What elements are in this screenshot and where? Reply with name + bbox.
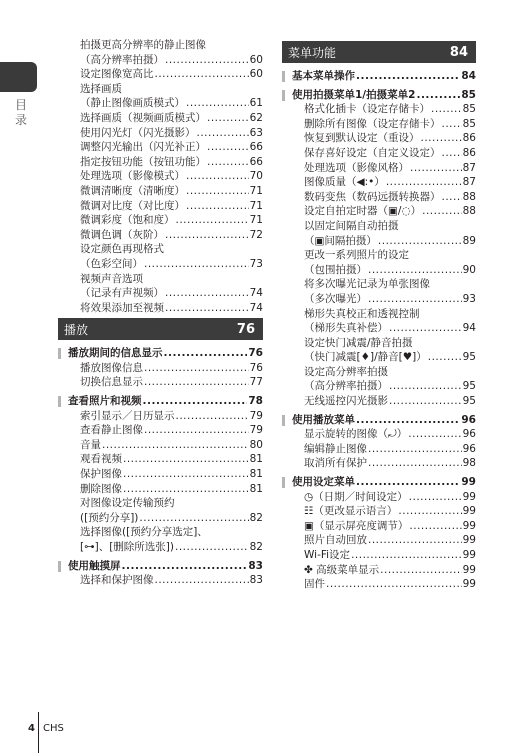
toc-entry[interactable] xyxy=(58,301,263,316)
toc-entry-title: 固件 xyxy=(304,578,325,591)
toc-page-number: 85 xyxy=(462,103,476,116)
dot-leader xyxy=(144,257,249,272)
toc-entry[interactable] xyxy=(282,131,476,146)
toc-entry-title: [⊶]、[删除所选张]) xyxy=(80,541,174,553)
dot-leader xyxy=(356,413,460,428)
toc-section[interactable] xyxy=(282,475,476,490)
toc-page-number: 95 xyxy=(462,351,476,364)
toc-entry-title: ◷（日期／时间设定） xyxy=(304,490,408,503)
toc-page-number: 70 xyxy=(249,170,263,183)
toc-page-number: 99 xyxy=(462,549,476,561)
dot-leader xyxy=(176,213,249,228)
toc-entry[interactable] xyxy=(58,452,263,467)
toc-page-number: 73 xyxy=(249,257,263,270)
dot-leader xyxy=(175,540,249,555)
toc-entry[interactable] xyxy=(282,504,476,519)
toc-entry-title-line: 选择图像([预约分享选定]、 xyxy=(80,526,208,539)
toc-entry[interactable] xyxy=(282,427,476,442)
toc-entry-title: （梯形失真补偿） xyxy=(304,322,388,335)
dot-leader xyxy=(389,321,462,336)
toc-page-number: 79 xyxy=(249,424,263,437)
dot-leader xyxy=(442,146,462,161)
dot-leader xyxy=(155,67,249,82)
dot-leader xyxy=(416,88,460,103)
toc-entry[interactable] xyxy=(58,573,263,588)
chapter-heading[interactable] xyxy=(282,41,476,63)
dot-leader xyxy=(165,228,249,243)
toc-entry-title: 微调彩度（饱和度） xyxy=(80,214,175,227)
dot-leader xyxy=(186,169,249,184)
toc-entry-title: 索引显示／日历显示 xyxy=(80,409,175,422)
toc-page-number: 83 xyxy=(248,559,263,572)
toc-entry[interactable] xyxy=(58,375,263,390)
toc-page-number: 82 xyxy=(249,541,263,553)
dot-leader xyxy=(398,504,461,519)
toc-entry[interactable] xyxy=(282,563,476,578)
footer-divider xyxy=(38,712,39,753)
dot-leader xyxy=(421,131,462,146)
toc-entry[interactable] xyxy=(58,228,263,243)
toc-entry[interactable] xyxy=(58,140,263,155)
toc-entry[interactable] xyxy=(58,438,263,453)
toc-entry-title: 恢复到默认设定（重设） xyxy=(304,132,420,145)
toc-entry[interactable] xyxy=(58,38,263,67)
toc-page-number: 99 xyxy=(462,534,476,547)
toc-entry[interactable] xyxy=(58,169,263,184)
toc-entry-title: （快门减震[♦]/静音[♥]） xyxy=(304,351,427,364)
toc-page-number: 98 xyxy=(462,457,476,470)
dot-leader xyxy=(176,409,249,424)
toc-entry-title: （包围拍摄） xyxy=(304,263,367,276)
toc-entry[interactable] xyxy=(282,336,476,365)
dot-leader xyxy=(326,577,462,592)
dot-leader xyxy=(139,511,248,526)
toc-page-number: 62 xyxy=(249,111,263,124)
toc-right-column xyxy=(282,38,476,592)
dot-leader xyxy=(431,102,462,117)
toc-entry-title: 基本菜单操作 xyxy=(292,70,355,82)
chapter-title: 播放 xyxy=(64,322,89,337)
dot-leader xyxy=(410,161,462,176)
dot-leader xyxy=(207,111,249,126)
toc-entry-title: 播放图像信息 xyxy=(80,361,143,374)
toc-page-number: 71 xyxy=(249,214,263,227)
toc-entry[interactable] xyxy=(282,277,476,306)
toc-page-number: 86 xyxy=(462,132,476,145)
toc-entry[interactable] xyxy=(282,219,476,248)
toc-page-number: 85 xyxy=(461,88,476,101)
toc-entry-title-line: 对图像设定传输预约 xyxy=(80,497,175,510)
section-tab-marker xyxy=(0,62,37,92)
toc-page-number: 74 xyxy=(249,301,263,314)
toc-entry[interactable] xyxy=(282,248,476,277)
toc-entry-title: 将效果添加至视频 xyxy=(80,301,164,314)
toc-entry-title: 处理选项（影像风格） xyxy=(304,161,409,174)
dot-leader xyxy=(207,155,249,170)
toc-entry-title: 微调色调（灰阶） xyxy=(80,228,164,241)
toc-page-number: 93 xyxy=(462,292,476,305)
toc-entry-title: 选择和保护图像 xyxy=(80,574,154,587)
toc-entry[interactable] xyxy=(282,577,476,592)
toc-entry-title: （记录有声视频） xyxy=(80,287,164,300)
dot-leader xyxy=(144,361,249,376)
dot-leader xyxy=(356,69,460,84)
toc-side-label: 目录 xyxy=(14,98,27,127)
toc-page-number: 94 xyxy=(462,322,476,335)
toc-entry-title: （色彩空间） xyxy=(80,257,143,270)
dot-leader xyxy=(409,490,462,505)
dot-leader xyxy=(186,184,249,199)
toc-entry[interactable] xyxy=(282,307,476,336)
toc-entry-title: ✤ 高级菜单显示 xyxy=(304,563,380,576)
toc-page-number: 96 xyxy=(462,428,476,441)
toc-page-number: 88 xyxy=(462,205,476,218)
toc-entry[interactable] xyxy=(58,272,263,301)
toc-entry-title-line: 选择画质 xyxy=(80,82,122,95)
toc-entry-title: 音量 xyxy=(80,438,101,451)
toc-page-number: 96 xyxy=(462,442,476,455)
toc-entry[interactable] xyxy=(58,361,263,376)
toc-page-number: 60 xyxy=(249,53,263,66)
toc-entry-title: 处理选项（影像模式） xyxy=(80,170,185,183)
toc-entry-title: 编辑静止图像 xyxy=(304,442,367,455)
dot-leader xyxy=(442,190,462,205)
dot-leader xyxy=(165,301,249,316)
chapter-heading[interactable] xyxy=(58,318,263,340)
toc-page-number: 79 xyxy=(249,409,263,422)
toc-section[interactable] xyxy=(58,559,263,574)
dot-leader xyxy=(123,467,249,482)
toc-entry[interactable] xyxy=(58,82,263,111)
toc-entry-title: ([预约分享]) xyxy=(80,511,139,524)
toc-entry[interactable] xyxy=(58,111,263,126)
toc-entry-title: 查看照片和视频 xyxy=(68,395,142,408)
toc-entry-title: 使用播放菜单 xyxy=(292,413,355,426)
toc-page-number: 82 xyxy=(249,511,263,524)
dot-leader xyxy=(380,563,461,578)
toc-entry-title: ☷（更改显示语言） xyxy=(304,505,398,518)
toc-page-number: 99 xyxy=(461,476,476,489)
toc-section[interactable] xyxy=(282,413,476,428)
toc-entry-title: 设定自拍定时器（▣/◌） xyxy=(304,205,422,218)
toc-entry[interactable] xyxy=(282,146,476,161)
toc-page-number: 89 xyxy=(462,234,476,247)
toc-entry-title: （高分辨率拍摄） xyxy=(304,380,388,393)
toc-entry-title: 删除图像 xyxy=(80,482,122,495)
toc-page-number: 95 xyxy=(462,395,476,408)
toc-entry[interactable] xyxy=(282,175,476,190)
toc-entry-title-line: 拍摄更高分辨率的静止图像 xyxy=(80,39,206,51)
dot-leader xyxy=(186,199,249,214)
toc-entry[interactable] xyxy=(282,490,476,505)
dot-leader xyxy=(386,175,462,190)
dot-leader xyxy=(422,204,462,219)
toc-section[interactable] xyxy=(282,88,476,103)
dot-leader xyxy=(368,533,462,548)
toc-page-number: 81 xyxy=(249,453,263,466)
toc-page-number: 74 xyxy=(249,287,263,300)
dot-leader xyxy=(186,96,249,111)
toc-left-column xyxy=(58,38,263,588)
toc-entry-title: 切换信息显示 xyxy=(80,376,143,389)
dot-leader xyxy=(155,573,249,588)
toc-section[interactable] xyxy=(58,394,263,409)
toc-page-number: 60 xyxy=(249,68,263,81)
toc-page-number: 71 xyxy=(249,184,263,197)
toc-entry-title: 取消所有保护 xyxy=(304,457,367,470)
toc-page-number: 76 xyxy=(248,347,263,360)
toc-entry[interactable] xyxy=(282,548,476,563)
toc-entry-title: ▣（显示屏亮度调节） xyxy=(304,519,409,532)
chapter-page-number: 76 xyxy=(236,321,255,337)
toc-entry-title-line: 设定颜色再现格式 xyxy=(80,243,164,256)
toc-entry-title: 播放期间的信息显示 xyxy=(68,347,163,360)
toc-page-number: 81 xyxy=(249,468,263,481)
toc-entry-title: 设定图像宽高比 xyxy=(80,68,154,81)
dot-leader xyxy=(409,519,461,534)
toc-page-number: 66 xyxy=(249,155,263,168)
toc-page-number: 83 xyxy=(249,574,263,587)
dot-leader xyxy=(122,559,248,574)
toc-page-number: 85 xyxy=(462,117,476,130)
toc-entry[interactable] xyxy=(282,161,476,176)
dot-leader xyxy=(378,234,462,249)
dot-leader xyxy=(428,350,462,365)
toc-entry-title: 使用闪光灯（闪光摄影） xyxy=(80,126,196,139)
chapter-page-number: 84 xyxy=(449,44,468,60)
toc-entry[interactable] xyxy=(58,199,263,214)
dot-leader xyxy=(197,126,249,141)
toc-entry[interactable] xyxy=(58,184,263,199)
dot-leader xyxy=(102,438,249,453)
toc-entry-title-line: 设定高分辨率拍摄 xyxy=(304,365,388,378)
toc-page-number: 76 xyxy=(249,361,263,374)
toc-entry[interactable] xyxy=(282,204,476,219)
toc-entry[interactable] xyxy=(282,456,476,471)
dot-leader xyxy=(351,548,462,563)
dot-leader xyxy=(368,456,462,471)
toc-entry-title-line: 更改一系列照片的设定 xyxy=(304,249,409,262)
toc-page-number: 87 xyxy=(462,161,476,174)
toc-entry-title: 保护图像 xyxy=(80,468,122,481)
language-code: CHS xyxy=(43,723,64,734)
toc-page-number: 84 xyxy=(461,70,476,82)
toc-entry-title: （高分辨率拍摄） xyxy=(80,53,164,66)
dot-leader xyxy=(144,375,249,390)
toc-entry-title: 数码变焦（数码远摄转换器） xyxy=(304,190,441,203)
toc-entry-title-line: 设定快门减震/静音拍摄 xyxy=(304,336,413,349)
toc-entry-title: 指定按钮功能（按钮功能） xyxy=(80,155,206,168)
toc-entry-title: 显示旋转的图像（⤾） xyxy=(304,428,408,441)
dot-leader xyxy=(165,286,249,301)
dot-leader xyxy=(123,482,249,497)
toc-entry[interactable] xyxy=(58,155,263,170)
toc-entry-title: 选择画质（视频画质模式） xyxy=(80,111,206,124)
dot-leader xyxy=(368,263,462,278)
toc-entry[interactable] xyxy=(58,409,263,424)
toc-entry-title: （静止图像画质模式） xyxy=(80,97,185,110)
toc-entry-title: 保存喜好设定（自定义设定） xyxy=(304,146,441,159)
dot-leader xyxy=(408,427,461,442)
toc-entry-title: 使用触摸屏 xyxy=(68,559,121,572)
toc-page-number: 78 xyxy=(248,395,263,408)
toc-entry[interactable] xyxy=(282,394,476,409)
toc-entry-title: Wi-Fi设定 xyxy=(304,549,351,561)
toc-page-number: 61 xyxy=(249,97,263,110)
toc-entry[interactable] xyxy=(58,467,263,482)
toc-entry-title: 使用设定菜单 xyxy=(292,476,355,489)
toc-entry-title: 观看视频 xyxy=(80,453,122,466)
toc-page-number: 66 xyxy=(249,141,263,154)
dot-leader xyxy=(165,53,249,68)
toc-entry-title: 格式化插卡（设定存储卡） xyxy=(304,103,430,116)
toc-page-number: 99 xyxy=(462,519,476,532)
toc-page-number: 63 xyxy=(249,126,263,139)
dot-leader xyxy=(389,394,462,409)
toc-entry[interactable] xyxy=(282,190,476,205)
toc-entry[interactable] xyxy=(58,496,263,525)
toc-entry[interactable] xyxy=(282,102,476,117)
toc-page-number: 80 xyxy=(249,438,263,451)
toc-entry-title: 查看静止图像 xyxy=(80,424,143,437)
dot-leader xyxy=(207,140,249,155)
toc-page-number: 72 xyxy=(249,228,263,241)
toc-entry[interactable] xyxy=(58,67,263,82)
dot-leader xyxy=(389,379,462,394)
toc-entry-title: 调整闪光输出（闪光补正） xyxy=(80,141,206,154)
toc-entry[interactable] xyxy=(58,423,263,438)
dot-leader xyxy=(144,423,249,438)
toc-entry[interactable] xyxy=(282,442,476,457)
dot-leader xyxy=(123,452,249,467)
toc-entry[interactable] xyxy=(282,117,476,132)
toc-entry-title-line: 梯形失真校正和透视控制 xyxy=(304,307,420,320)
toc-section[interactable] xyxy=(58,346,263,361)
toc-entry[interactable] xyxy=(58,126,263,141)
toc-page-number: 99 xyxy=(462,563,476,576)
toc-page-number: 81 xyxy=(249,482,263,495)
toc-entry[interactable] xyxy=(282,519,476,534)
toc-page-number: 99 xyxy=(462,490,476,503)
toc-entry-title-line: 将多次曝光记录为单张图像 xyxy=(304,278,430,291)
dot-leader xyxy=(368,442,462,457)
toc-page-number: 86 xyxy=(462,146,476,159)
toc-page-number: 87 xyxy=(462,176,476,189)
toc-entry[interactable] xyxy=(282,365,476,394)
toc-entry[interactable] xyxy=(58,242,263,271)
chapter-title: 菜单功能 xyxy=(288,45,337,60)
toc-entry-title-line: 视频声音选项 xyxy=(80,272,143,285)
dot-leader xyxy=(143,394,248,409)
toc-entry-title: （▣间隔拍摄） xyxy=(304,234,377,247)
dot-leader xyxy=(164,346,248,361)
toc-entry-title: （多次曝光） xyxy=(304,292,367,305)
toc-page-number: 99 xyxy=(462,578,476,591)
toc-entry-title: 无线遥控闪光摄影 xyxy=(304,395,388,408)
toc-entry-title: 使用拍摄菜单1/拍摄菜单2 xyxy=(292,88,416,101)
toc-entry-title: 微调对比度（对比度） xyxy=(80,199,185,212)
dot-leader xyxy=(442,117,462,132)
toc-page-number: 90 xyxy=(462,263,476,276)
toc-page-number: 96 xyxy=(461,413,476,426)
toc-page-number: 95 xyxy=(462,380,476,393)
toc-entry-title: 微调清晰度（清晰度） xyxy=(80,184,185,197)
toc-page-number: 77 xyxy=(249,376,263,389)
toc-section[interactable] xyxy=(282,69,476,84)
toc-entry-title: 照片自动回放 xyxy=(304,534,367,547)
dot-leader xyxy=(356,475,460,490)
page-number: 4 xyxy=(28,723,35,734)
toc-page-number: 71 xyxy=(249,199,263,212)
toc-entry[interactable] xyxy=(282,533,476,548)
toc-page-number: 88 xyxy=(462,190,476,203)
toc-entry[interactable] xyxy=(58,482,263,497)
toc-entry[interactable] xyxy=(58,525,263,554)
toc-entry-title-line: 以固定间隔自动拍摄 xyxy=(304,219,399,232)
dot-leader xyxy=(368,292,462,307)
toc-entry[interactable] xyxy=(58,213,263,228)
toc-page-number: 99 xyxy=(462,505,476,518)
toc-entry-title: 删除所有图像（设定存储卡） xyxy=(304,117,441,130)
toc-entry-title: 图像质量（◀:•） xyxy=(304,176,385,189)
